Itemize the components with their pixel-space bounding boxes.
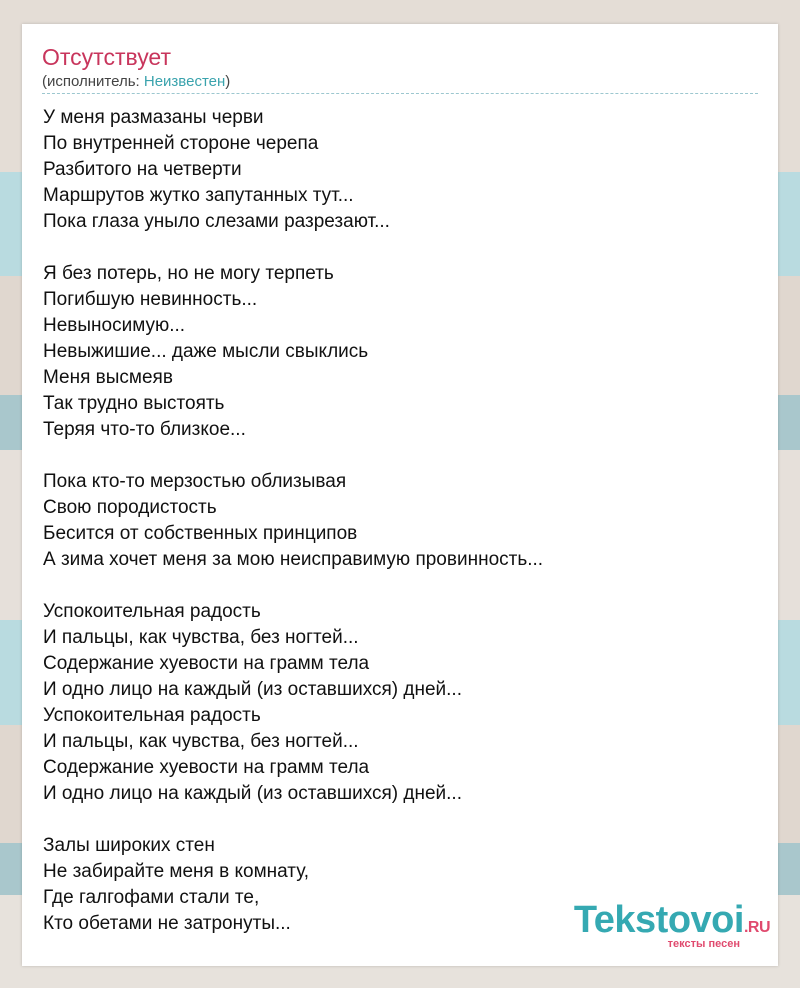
stanza-gap <box>43 573 763 599</box>
lyric-line: Не забирайте меня в комнату, <box>43 861 310 882</box>
lyric-line: И пальцы, как чувства, без ногтей... <box>43 627 359 648</box>
lyric-line: Так трудно выстоять <box>43 393 225 414</box>
lyric-line: Успокоительная радость <box>43 601 261 622</box>
lyric-line: Бесится от собственных принципов <box>43 523 358 544</box>
lyric-line: Меня высмеяв <box>43 367 173 388</box>
lyric-line: Свою породистость <box>43 497 217 518</box>
lyric-line: Невыжишие... даже мысли свыклись <box>43 341 369 362</box>
lyric-line: По внутренней стороне черепа <box>43 133 319 154</box>
stanza-gap <box>43 807 763 833</box>
lyric-line: Содержание хуевости на грамм тела <box>43 757 370 778</box>
lyric-line: Невыносимую... <box>43 315 186 336</box>
lyric-line: Успокоительная радость <box>43 705 261 726</box>
lyrics-text <box>43 105 763 937</box>
stanza-gap <box>43 443 763 469</box>
lyric-line: Маршрутов жутко запутанных тут... <box>43 185 354 206</box>
stanza-gap <box>43 235 763 261</box>
lyric-line: И одно лицо на каждый (из оставшихся) дней... <box>43 783 462 804</box>
song-title: Отсутствует <box>42 44 171 70</box>
lyric-line: И пальцы, как чувства, без ногтей... <box>43 731 359 752</box>
artist-link[interactable]: Неизвестен <box>143 73 226 90</box>
lyric-line: У меня размазаны черви <box>43 107 264 128</box>
title-divider <box>42 93 758 94</box>
logo-domain: .RU <box>743 919 770 936</box>
site-logo[interactable] <box>550 900 770 948</box>
lyric-line: А зима хочет меня за мою неисправимую провинность... <box>43 549 544 570</box>
lyric-line: Где галгофами стали те, <box>43 887 260 908</box>
lyrics-card <box>22 24 778 966</box>
lyric-line: Теряя что-то близкое... <box>43 419 246 440</box>
lyric-line: Пока глаза уныло слезами разрезают... <box>43 211 390 232</box>
lyric-line: Пока кто-то мерзостью облизывая <box>43 471 347 492</box>
lyric-line: Кто обетами не затронуты... <box>43 913 291 934</box>
lyric-line: Я без потерь, но не могу терпеть <box>43 263 334 284</box>
logo-tagline: тексты песен <box>667 938 740 950</box>
artist-suffix: ) <box>225 73 231 90</box>
lyric-line: Содержание хуевости на грамм тела <box>43 653 370 674</box>
lyric-line: И одно лицо на каждый (из оставшихся) дней... <box>43 679 462 700</box>
artist-prefix: (исполнитель: <box>42 73 144 90</box>
lyric-line: Разбитого на четверти <box>43 159 242 180</box>
lyric-line: Погибшую невинность... <box>43 289 258 310</box>
lyric-line: Залы широких стен <box>43 835 215 856</box>
logo-main-text: Tekstovoi <box>573 899 744 941</box>
artist-line <box>42 73 230 91</box>
